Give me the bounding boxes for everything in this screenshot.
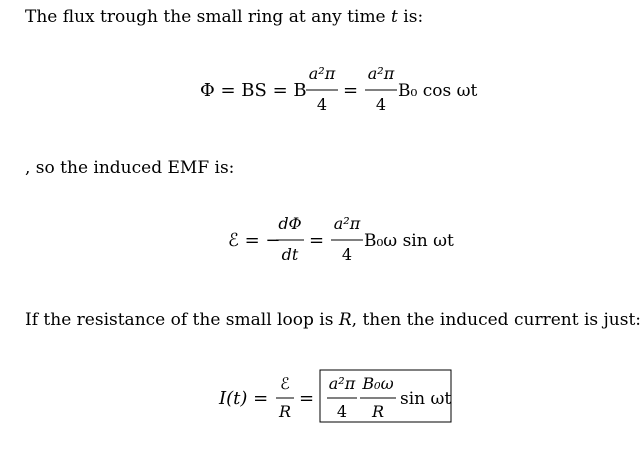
flux-lhs: Φ = BS = B — [200, 80, 307, 101]
paragraph-text: is: — [397, 7, 424, 27]
paragraph-text: The flux trough the small ring at any time — [25, 7, 392, 27]
emf-tail: B₀ω sin ωt — [364, 231, 454, 251]
emf-frac2-numerator: a²π — [333, 214, 361, 233]
flux-equals: = — [343, 80, 359, 101]
paragraph-text: , then the induced current is just: — [351, 310, 642, 330]
current-frac3-denominator: R — [371, 402, 385, 421]
current-lhs: I(t) = — [219, 388, 269, 409]
flux-frac2-numerator: a²π — [367, 64, 395, 83]
variable-R: R — [338, 310, 352, 330]
emf-frac1-numerator: dΦ — [278, 214, 302, 233]
paragraph-current-intro — [25, 312, 641, 329]
emf-frac1-denominator: dt — [281, 245, 299, 264]
variable-t: t — [391, 7, 398, 27]
current-frac2-numerator: a²π — [328, 374, 356, 393]
current-frac1-numerator: ℰ — [280, 374, 290, 393]
paragraph-emf-intro: , so the induced EMF is: — [25, 158, 235, 178]
flux-frac1-denominator: 4 — [316, 95, 328, 114]
current-frac1-denominator: R — [278, 402, 292, 421]
current-tail: sin ωt — [400, 389, 452, 409]
equation-flux — [0, 56, 642, 126]
flux-tail: B₀ cos ωt — [398, 81, 478, 101]
flux-frac1-numerator: a²π — [308, 64, 336, 83]
paragraph-flux-intro — [25, 9, 423, 26]
paragraph-text: If the resistance of the small loop is — [25, 310, 339, 330]
equation-current — [0, 364, 642, 434]
flux-frac2-denominator: 4 — [375, 95, 387, 114]
current-equals: = — [299, 388, 315, 409]
current-frac3-numerator: B₀ω — [362, 374, 394, 393]
emf-lhs: ℰ = − — [228, 230, 281, 251]
emf-equals: = — [309, 230, 325, 251]
emf-frac2-denominator: 4 — [341, 245, 353, 264]
equation-emf — [0, 206, 642, 276]
current-frac2-denominator: 4 — [336, 402, 348, 421]
